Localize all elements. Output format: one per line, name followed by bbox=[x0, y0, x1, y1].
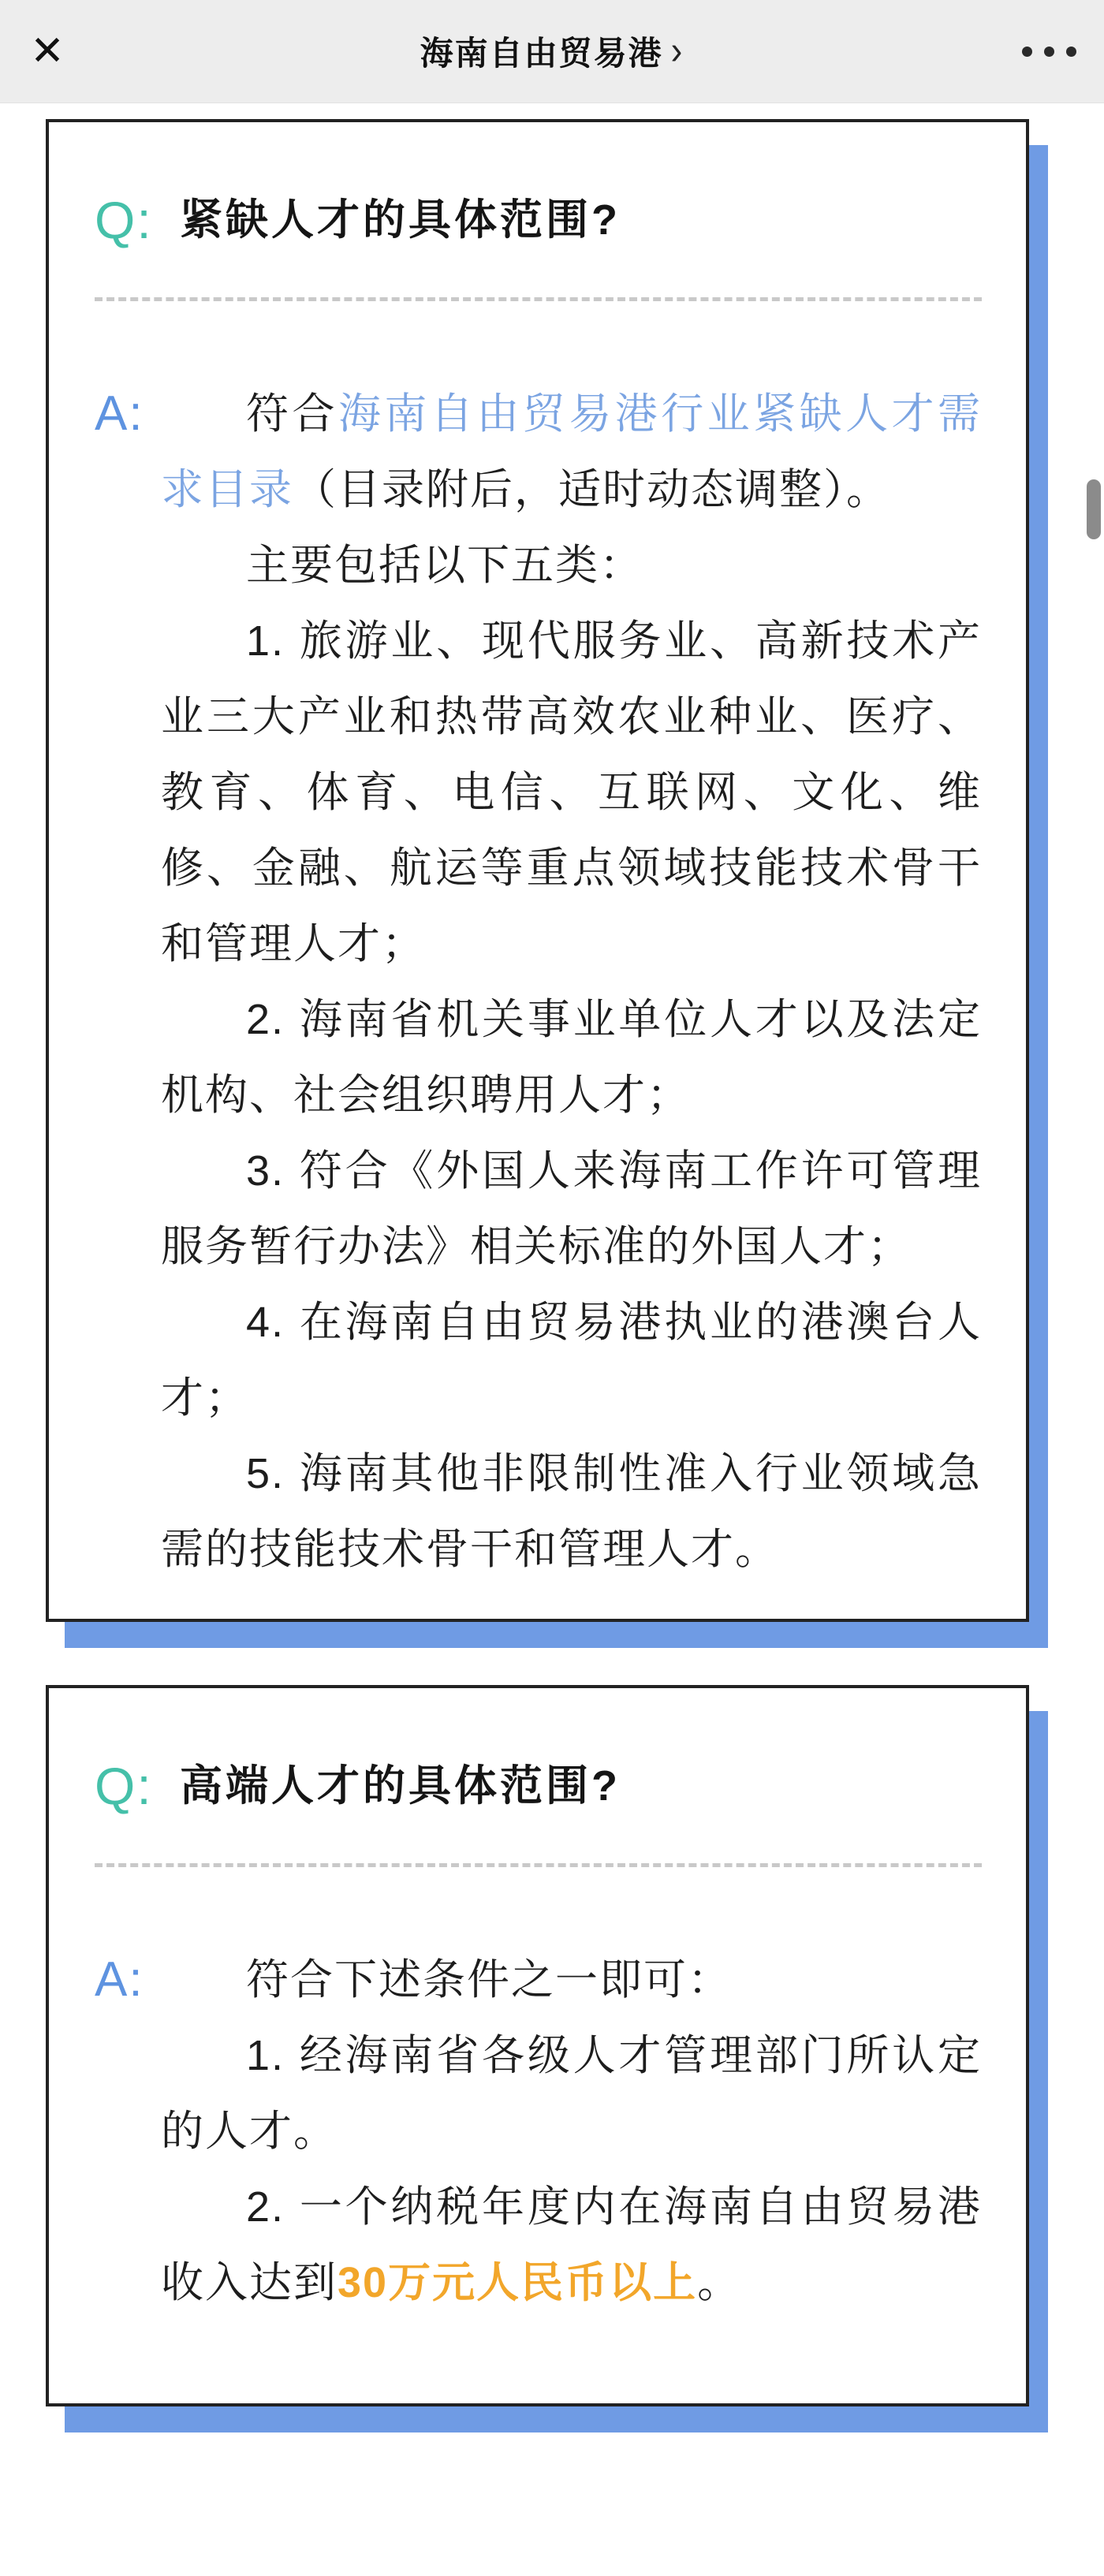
answer-paragraph: 主要包括以下五类： bbox=[246, 542, 643, 589]
qa-card-urgent-talent bbox=[46, 119, 1029, 1622]
a-marker: A: bbox=[95, 1952, 144, 2007]
answer-row bbox=[95, 376, 982, 1587]
q-marker: Q: bbox=[95, 191, 153, 249]
answer-body bbox=[161, 1942, 982, 2321]
answer-intro-prefix: 符合 bbox=[246, 390, 338, 438]
answer-paragraph: 4. 在海南自由贸易港执业的港澳台人才； bbox=[161, 1299, 982, 1422]
q-marker: Q: bbox=[95, 1757, 153, 1815]
close-button[interactable] bbox=[0, 28, 95, 74]
a-marker: A: bbox=[95, 386, 144, 441]
page-title[interactable] bbox=[420, 28, 684, 75]
question-row bbox=[95, 1750, 982, 1822]
answer-intro-suffix: （目录附后，适时动态调整）。 bbox=[293, 466, 890, 513]
dashed-divider bbox=[95, 1863, 982, 1867]
more-icon bbox=[1066, 47, 1076, 57]
question-text: 高端人才的具体范围? bbox=[180, 1762, 621, 1810]
close-icon: ✕ bbox=[30, 28, 65, 74]
more-icon bbox=[1022, 47, 1032, 57]
answer-paragraph: 1. 经海南省各级人才管理部门所认定的人才。 bbox=[161, 2032, 982, 2155]
final-line-prefix: 2. 一个纳税年度内在海南自由贸易港收入达到 bbox=[161, 2183, 982, 2306]
answer-row bbox=[95, 1942, 982, 2321]
scrollbar-thumb[interactable] bbox=[1087, 479, 1101, 539]
answer-paragraph: 3. 符合《外国人来海南工作许可管理服务暂行办法》相关标准的外国人才； bbox=[161, 1147, 982, 1270]
question-row bbox=[95, 184, 982, 256]
answer-final-line bbox=[161, 2169, 982, 2321]
app-bar bbox=[0, 0, 1104, 103]
chevron-right-icon: › bbox=[670, 28, 684, 73]
qa-card-highend-talent bbox=[46, 1685, 1029, 2406]
answer-body bbox=[161, 376, 982, 1587]
catalog-link[interactable]: 海南自由贸易港行业紧缺人才需求目录 bbox=[161, 390, 983, 513]
article-body bbox=[0, 103, 1104, 2406]
page-title-text: 海南自由贸易港 bbox=[420, 35, 663, 72]
answer-paragraph: 2. 海南省机关事业单位人才以及法定机构、社会组织聘用人才； bbox=[161, 996, 982, 1119]
answer-paragraph: 5. 海南其他非限制性准入行业领域急需的技能技术骨干和管理人才。 bbox=[161, 1450, 982, 1573]
income-highlight: 30万元人民币以上 bbox=[338, 2259, 698, 2306]
final-line-suffix: 。 bbox=[697, 2259, 742, 2306]
answer-intro bbox=[161, 376, 982, 528]
more-icon bbox=[1044, 47, 1054, 57]
more-menu-button[interactable] bbox=[994, 0, 1104, 103]
answer-paragraph: 1. 旅游业、现代服务业、高新技术产业三大产业和热带高效农业种业、医疗、教育、体育、电信、互联网、文化、维修、金融、航运等重点领域技能技术骨干和管理人才； bbox=[161, 617, 982, 967]
title-area bbox=[0, 0, 1104, 103]
question-text: 紧缺人才的具体范围? bbox=[180, 196, 621, 244]
answer-paragraph: 符合下述条件之一即可： bbox=[246, 1956, 732, 2004]
dashed-divider bbox=[95, 297, 982, 301]
